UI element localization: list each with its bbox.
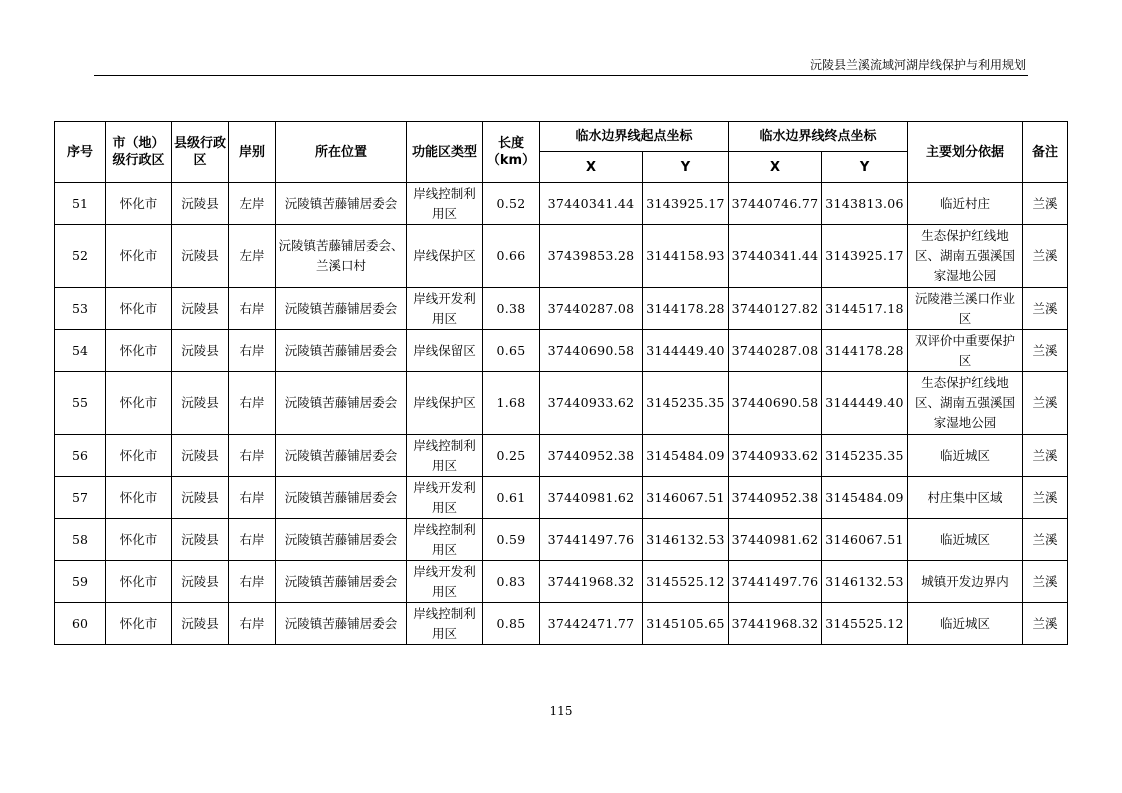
cell-city: 怀化市: [106, 372, 172, 435]
cell-length: 0.65: [483, 330, 540, 372]
table-row: [55, 330, 1068, 372]
cell-seq: 55: [55, 372, 106, 435]
cell-start-x: 37440933.62: [540, 372, 643, 435]
cell-end-y: 3143925.17: [822, 225, 908, 288]
cell-city: 怀化市: [106, 435, 172, 477]
header-start-coord: 临水边界线起点坐标: [540, 122, 729, 152]
header-end-coord: 临水边界线终点坐标: [729, 122, 908, 152]
header-basis: 主要划分依据: [908, 122, 1023, 183]
cell-length: 0.66: [483, 225, 540, 288]
header-location: 所在位置: [276, 122, 407, 183]
cell-bank: 右岸: [229, 330, 276, 372]
cell-location: 沅陵镇苦藤铺居委会: [276, 183, 407, 225]
cell-city: 怀化市: [106, 477, 172, 519]
cell-seq: 57: [55, 477, 106, 519]
cell-location: 沅陵镇苦藤铺居委会: [276, 435, 407, 477]
cell-county: 沅陵县: [172, 372, 229, 435]
cell-bank: 左岸: [229, 225, 276, 288]
cell-end-x: 37441497.76: [729, 561, 822, 603]
cell-start-x: 37441968.32: [540, 561, 643, 603]
table-row: [55, 435, 1068, 477]
document-header-title: 沅陵县兰溪流域河湖岸线保护与利用规划: [809, 58, 1026, 72]
cell-length: 0.85: [483, 603, 540, 645]
cell-seq: 54: [55, 330, 106, 372]
cell-location: 沅陵镇苦藤铺居委会: [276, 372, 407, 435]
table-row: [55, 519, 1068, 561]
cell-end-y: 3145525.12: [822, 603, 908, 645]
cell-end-y: 3144449.40: [822, 372, 908, 435]
cell-length: 0.61: [483, 477, 540, 519]
cell-remark: 兰溪: [1023, 183, 1068, 225]
cell-function: 岸线保留区: [407, 330, 483, 372]
cell-end-x: 37440690.58: [729, 372, 822, 435]
cell-end-x: 37440933.62: [729, 435, 822, 477]
cell-start-x: 37439853.28: [540, 225, 643, 288]
cell-location: 沅陵镇苦藤铺居委会: [276, 330, 407, 372]
cell-county: 沅陵县: [172, 435, 229, 477]
cell-location: 沅陵镇苦藤铺居委会: [276, 477, 407, 519]
cell-basis: 村庄集中区域: [908, 477, 1023, 519]
cell-function: 岸线保护区: [407, 225, 483, 288]
cell-length: 1.68: [483, 372, 540, 435]
cell-function: 岸线控制利用区: [407, 435, 483, 477]
cell-basis: 临近城区: [908, 603, 1023, 645]
cell-location: 沅陵镇苦藤铺居委会: [276, 519, 407, 561]
cell-basis: 临近村庄: [908, 183, 1023, 225]
cell-city: 怀化市: [106, 183, 172, 225]
cell-function: 岸线控制利用区: [407, 519, 483, 561]
cell-end-x: 37440341.44: [729, 225, 822, 288]
cell-remark: 兰溪: [1023, 519, 1068, 561]
cell-county: 沅陵县: [172, 603, 229, 645]
cell-basis: 临近城区: [908, 519, 1023, 561]
cell-start-y: 3144449.40: [643, 330, 729, 372]
cell-seq: 51: [55, 183, 106, 225]
cell-seq: 53: [55, 288, 106, 330]
header-function: 功能区类型: [407, 122, 483, 183]
cell-seq: 60: [55, 603, 106, 645]
cell-county: 沅陵县: [172, 519, 229, 561]
cell-start-x: 37441497.76: [540, 519, 643, 561]
cell-length: 0.83: [483, 561, 540, 603]
cell-seq: 56: [55, 435, 106, 477]
cell-location: 沅陵镇苦藤铺居委会: [276, 603, 407, 645]
cell-bank: 右岸: [229, 561, 276, 603]
table-row: [55, 288, 1068, 330]
cell-function: 岸线开发利用区: [407, 288, 483, 330]
cell-bank: 右岸: [229, 372, 276, 435]
cell-start-y: 3145484.09: [643, 435, 729, 477]
cell-end-x: 37440287.08: [729, 330, 822, 372]
cell-length: 0.52: [483, 183, 540, 225]
cell-basis: 临近城区: [908, 435, 1023, 477]
cell-start-x: 37442471.77: [540, 603, 643, 645]
header-remark: 备注: [1023, 122, 1068, 183]
cell-end-y: 3143813.06: [822, 183, 908, 225]
header-start-y: Y: [643, 152, 729, 183]
cell-bank: 右岸: [229, 435, 276, 477]
cell-start-y: 3145525.12: [643, 561, 729, 603]
cell-city: 怀化市: [106, 225, 172, 288]
cell-county: 沅陵县: [172, 477, 229, 519]
header-divider: [94, 75, 1028, 76]
header-start-x: X: [540, 152, 643, 183]
cell-bank: 右岸: [229, 519, 276, 561]
cell-start-x: 37440341.44: [540, 183, 643, 225]
table-row: [55, 603, 1068, 645]
table-row: [55, 372, 1068, 435]
cell-function: 岸线控制利用区: [407, 603, 483, 645]
table-header-row: [55, 122, 1068, 152]
cell-start-x: 37440287.08: [540, 288, 643, 330]
cell-end-x: 37441968.32: [729, 603, 822, 645]
header-end-x: X: [729, 152, 822, 183]
cell-function: 岸线开发利用区: [407, 477, 483, 519]
cell-start-y: 3145105.65: [643, 603, 729, 645]
cell-end-x: 37440127.82: [729, 288, 822, 330]
cell-remark: 兰溪: [1023, 561, 1068, 603]
table-row: [55, 183, 1068, 225]
cell-basis: 双评价中重要保护区: [908, 330, 1023, 372]
cell-start-y: 3146067.51: [643, 477, 729, 519]
cell-function: 岸线保护区: [407, 372, 483, 435]
cell-location: 沅陵镇苦藤铺居委会: [276, 561, 407, 603]
cell-basis: 城镇开发边界内: [908, 561, 1023, 603]
header-city: 市（地）级行政区: [106, 122, 172, 183]
cell-start-y: 3146132.53: [643, 519, 729, 561]
header-bank: 岸别: [229, 122, 276, 183]
cell-start-y: 3144178.28: [643, 288, 729, 330]
cell-start-y: 3143925.17: [643, 183, 729, 225]
cell-county: 沅陵县: [172, 183, 229, 225]
cell-start-x: 37440690.58: [540, 330, 643, 372]
cell-seq: 58: [55, 519, 106, 561]
cell-length: 0.38: [483, 288, 540, 330]
cell-city: 怀化市: [106, 288, 172, 330]
cell-start-x: 37440981.62: [540, 477, 643, 519]
cell-city: 怀化市: [106, 330, 172, 372]
cell-end-y: 3144517.18: [822, 288, 908, 330]
cell-county: 沅陵县: [172, 330, 229, 372]
table-row: [55, 477, 1068, 519]
cell-remark: 兰溪: [1023, 330, 1068, 372]
cell-bank: 右岸: [229, 603, 276, 645]
cell-remark: 兰溪: [1023, 603, 1068, 645]
cell-length: 0.59: [483, 519, 540, 561]
cell-end-x: 37440746.77: [729, 183, 822, 225]
cell-start-y: 3144158.93: [643, 225, 729, 288]
cell-remark: 兰溪: [1023, 435, 1068, 477]
cell-county: 沅陵县: [172, 561, 229, 603]
cell-start-y: 3145235.35: [643, 372, 729, 435]
header-county: 县级行政区: [172, 122, 229, 183]
cell-bank: 右岸: [229, 477, 276, 519]
cell-basis: 沅陵港兰溪口作业区: [908, 288, 1023, 330]
cell-location: 沅陵镇苦藤铺居委会、兰溪口村: [276, 225, 407, 288]
cell-end-y: 3145484.09: [822, 477, 908, 519]
table-row: [55, 561, 1068, 603]
cell-basis: 生态保护红线地区、湖南五强溪国家湿地公园: [908, 225, 1023, 288]
cell-bank: 左岸: [229, 183, 276, 225]
cell-end-y: 3144178.28: [822, 330, 908, 372]
cell-end-x: 37440952.38: [729, 477, 822, 519]
cell-seq: 59: [55, 561, 106, 603]
header-end-y: Y: [822, 152, 908, 183]
cell-remark: 兰溪: [1023, 225, 1068, 288]
cell-start-x: 37440952.38: [540, 435, 643, 477]
cell-city: 怀化市: [106, 603, 172, 645]
cell-end-x: 37440981.62: [729, 519, 822, 561]
header-length: 长度（km）: [483, 122, 540, 183]
cell-city: 怀化市: [106, 519, 172, 561]
cell-city: 怀化市: [106, 561, 172, 603]
cell-county: 沅陵县: [172, 288, 229, 330]
shoreline-zoning-table: [54, 121, 1068, 645]
cell-length: 0.25: [483, 435, 540, 477]
cell-end-y: 3146067.51: [822, 519, 908, 561]
cell-seq: 52: [55, 225, 106, 288]
cell-function: 岸线控制利用区: [407, 183, 483, 225]
cell-location: 沅陵镇苦藤铺居委会: [276, 288, 407, 330]
cell-remark: 兰溪: [1023, 288, 1068, 330]
cell-basis: 生态保护红线地区、湖南五强溪国家湿地公园: [908, 372, 1023, 435]
page-number: 115: [549, 704, 573, 718]
table-row: [55, 225, 1068, 288]
cell-remark: 兰溪: [1023, 372, 1068, 435]
cell-end-y: 3146132.53: [822, 561, 908, 603]
header-seq: 序号: [55, 122, 106, 183]
cell-remark: 兰溪: [1023, 477, 1068, 519]
cell-function: 岸线开发利用区: [407, 561, 483, 603]
cell-bank: 右岸: [229, 288, 276, 330]
cell-county: 沅陵县: [172, 225, 229, 288]
cell-end-y: 3145235.35: [822, 435, 908, 477]
